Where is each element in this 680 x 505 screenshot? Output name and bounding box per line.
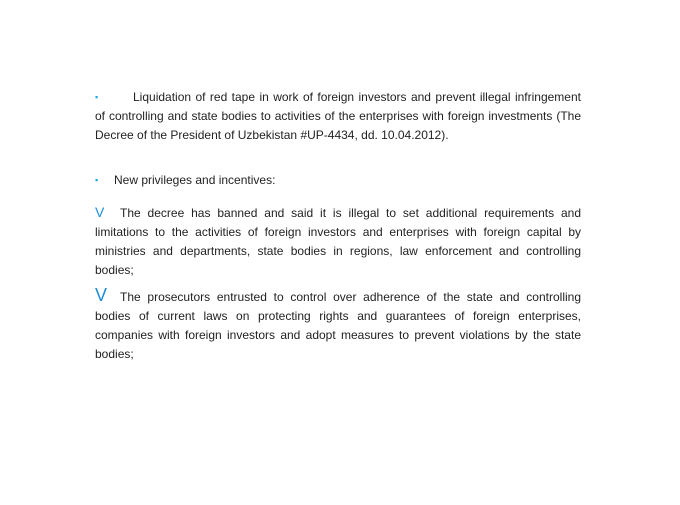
paragraph-decree-liquidation: [95, 88, 581, 145]
paragraph-text: Liquidation of red tape in work of foreign investors and prevent illegal infringement of controlling and state bodies to activities of the enterprises with foreign investments (The Decree of the President of Uzbekistan #UP-4434, dd. 10.04.2012).: [95, 90, 581, 142]
square-bullet-icon: ▪: [95, 92, 99, 102]
paragraph-prosecutors-control: [95, 285, 581, 364]
square-bullet-icon: ▪: [95, 175, 99, 185]
paragraph-ban-requirements: [95, 204, 581, 280]
paragraph-text: The prosecutors entrusted to control over adherence of the state and controlling bodies of current laws on protecting rights and guarantees of foreign enterprises, companies with foreign investors and adopt measures to prevent violations by the state bodies;: [95, 290, 581, 361]
checkmark-icon: V: [95, 285, 108, 305]
paragraph-new-privileges: [95, 171, 581, 190]
paragraph-text: The decree has banned and said it is illegal to set additional requirements and limitations to the activities of foreign investors and enterprises with foreign capital by ministries and departments, state bodies in regions, law enforcement and controlling bodies;: [95, 206, 581, 277]
checkmark-icon: V: [95, 204, 105, 220]
paragraph-text: New privileges and incentives:: [114, 173, 276, 187]
